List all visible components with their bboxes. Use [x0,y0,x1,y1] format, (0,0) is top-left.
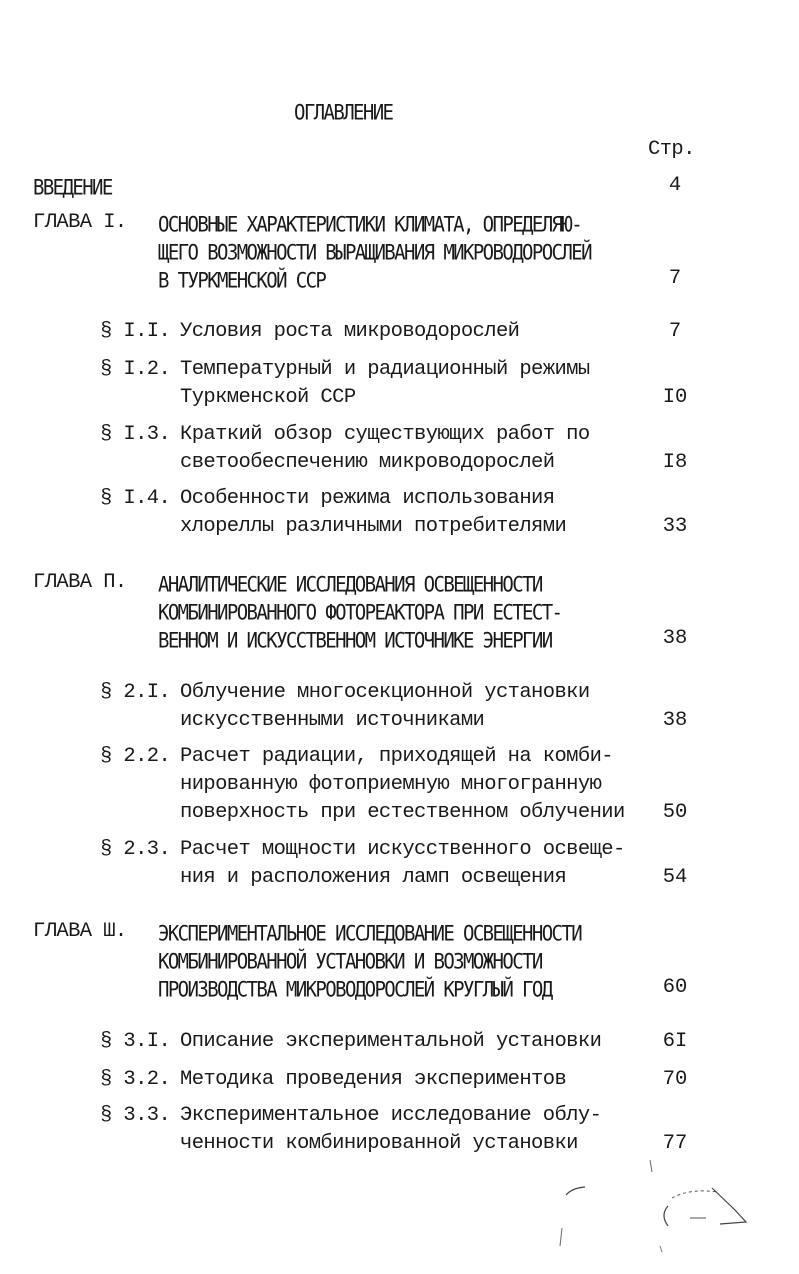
section-title-line: Расчет радиации, приходящей на комби- [180,745,613,768]
chapter-title-line: ПРОИЗВОДСТВА МИКРОВОДОРОСЛЕЙ КРУГЛЫЙ ГОД [158,977,552,1002]
chapter-title-line: ВЕННОМ И ИСКУССТВЕННОМ ИСТОЧНИКЕ ЭНЕРГИИ [158,628,552,653]
section-title-line: Облучение многосекционной установки [180,681,590,704]
section-title-line: ния и расположения ламп освещения [180,866,567,889]
page-number: I8 [662,451,688,474]
page-number: 77 [662,1132,688,1155]
section-title-line: светообеспечению микроводорослей [180,451,555,474]
section-title-line: Методика проведения экспериментов [180,1068,567,1091]
section-title-line: хлореллы различными потребителями [180,515,567,538]
section-number: § 2.3. [100,838,171,861]
section-title-line: Описание экспериментальной установки [180,1030,602,1053]
page-number: 6I [662,1030,688,1053]
page-number: 60 [662,976,688,999]
chapter-title-line: В ТУРКМЕНСКОЙ ССР [158,268,326,293]
section-title-line: Особенности режима использования [180,487,555,510]
page-number: 38 [662,709,688,732]
chapter-title-line: ЭКСПЕРИМЕНТАЛЬНОЕ ИССЛЕДОВАНИЕ ОСВЕЩЕННОСТИ [158,921,582,946]
page-number: 50 [662,801,688,824]
section-number: § 2.2. [100,745,171,768]
page-number: 70 [662,1068,688,1091]
section-title-line: искусственными источниками [180,709,485,732]
chapter-title-line: АНАЛИТИЧЕСКИЕ ИССЛЕДОВАНИЯ ОСВЕЩЕННОСТИ [158,572,542,597]
section-title-line: нированную фотоприемную многогранную [180,773,602,796]
section-title-line: Расчет мощности искусственного освеще- [180,838,625,861]
page-number: 38 [662,627,688,650]
section-title-line: поверхность при естественном облучении [180,801,625,824]
section-title-line: Туркменской ССР [180,386,356,409]
section-number: § I.4. [100,487,171,510]
section-number: § 3.I. [100,1030,171,1053]
page-number: 7 [668,267,682,290]
chapter-label: ГЛАВА I. [33,211,127,234]
section-title-line: Краткий обзор существующих работ по [180,423,590,446]
page-number: 7 [668,320,682,343]
page-column-header: Стр. [648,138,695,161]
section-number: § 2.I. [100,681,171,704]
chapter-title-line: ЩЕГО ВОЗМОЖНОСТИ ВЫРАЩИВАНИЯ МИКРОВОДОРОСЛЕЙ [158,240,591,265]
toc-title: ОГЛАВЛЕНИЕ [294,100,393,125]
section-number: § 3.2. [100,1068,171,1091]
section-title-line: Условия роста микроводорослей [180,320,520,343]
chapter-label: ГЛАВА П. [33,571,127,594]
page-number: 4 [668,174,682,197]
chapter-label: ГЛАВА Ш. [33,920,127,943]
section-title-line: Температурный и радиационный режимы [180,358,590,381]
section-title-line: ченности комбинированной установки [180,1132,578,1155]
section-number: § I.3. [100,423,171,446]
section-title-line: Экспериментальное исследование облу- [180,1104,602,1127]
section-number: § I.2. [100,358,171,381]
page-number: 54 [662,866,688,889]
page-number: I0 [662,386,688,409]
chapter-title-line: КОМБИНИРОВАННОЙ УСТАНОВКИ И ВОЗМОЖНОСТИ [158,949,542,974]
chapter-title-line: КОМБИНИРОВАННОГО ФОТОРЕАКТОРА ПРИ ЕСТЕСТ- [158,600,562,625]
intro-label: ВВЕДЕНИЕ [33,175,112,200]
page-number: 33 [662,515,688,538]
section-number: § 3.3. [100,1104,171,1127]
section-number: § I.I. [100,320,171,343]
chapter-title-line: ОСНОВНЫЕ ХАРАКТЕРИСТИКИ КЛИМАТА, ОПРЕДЕЛЯЮ- [158,212,582,237]
